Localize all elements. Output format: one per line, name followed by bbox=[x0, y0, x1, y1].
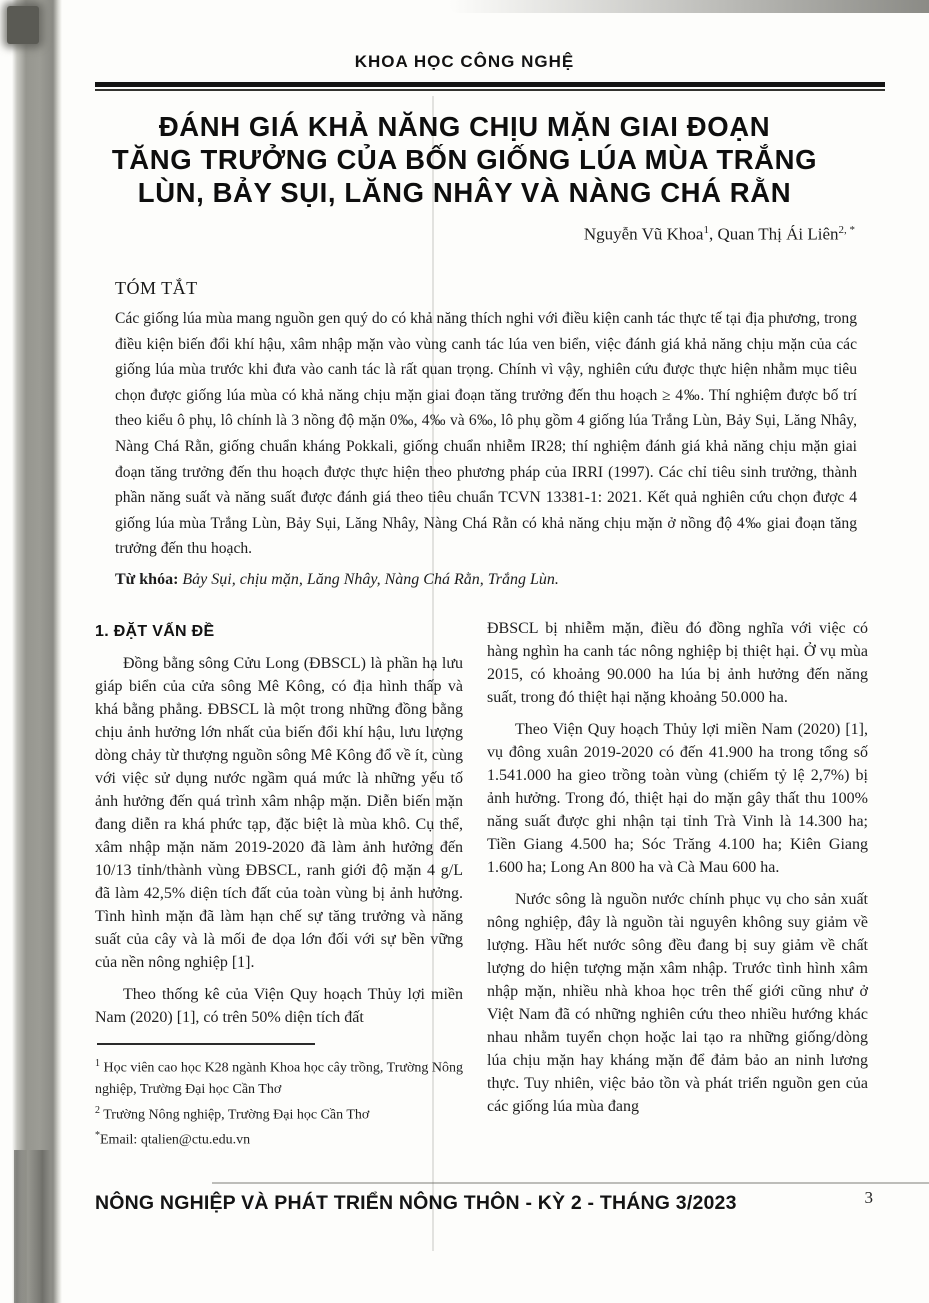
keywords-list: Bảy Sụi, chịu mặn, Lăng Nhây, Nàng Chá Rằn, Trắng Lùn. bbox=[182, 571, 559, 588]
paragraph-right-3: Nước sông là nguồn nước chính phục vụ cho sản xuất nông nghiệp, đây là nguồn tài nguyên không suy giảm về lượng. Hầu hết nước sông đều đang bị suy giảm về chất lượng do hiện tượng mặn xâm nhập. Trước tình hình xâm nhập mặn, nhiều nhà khoa học trên thế giới cũng như ở Việt Nam đã có những nghiên cứu theo nhiều hướng khác nhau nhằm tuyển chọn hoặc lai tạo ra những giống/dòng lúa chịu mặn hay kháng mặn để đảm bảo an ninh lương thực. Tuy nhiên, việc bảo tồn và phát triển nguồn gen của các giống lúa mùa đang bbox=[487, 891, 868, 1115]
article-title-line-3: LÙN, BẢY SỤI, LĂNG NHÂY VÀ NÀNG CHÁ RẰN bbox=[137, 177, 792, 208]
footnote-2 bbox=[95, 1100, 463, 1126]
page-number: 3 bbox=[864, 1188, 873, 1207]
article-title bbox=[58, 110, 871, 209]
scan-footer-line bbox=[212, 1182, 929, 1184]
paragraph-left-2: Theo thống kê của Viện Quy hoạch Thủy lợi miền Nam (2020) [1], có trên 50% diện tích đất bbox=[95, 986, 463, 1026]
author-2-affiliation-mark: 2, * bbox=[838, 224, 855, 236]
scan-binding-strip bbox=[12, 0, 62, 1303]
author-1-affiliation-mark: 1 bbox=[703, 224, 709, 236]
keywords-label: Từ khóa: bbox=[115, 571, 179, 588]
journal-section-label: KHOA HỌC CÔNG NGHỆ bbox=[354, 52, 575, 71]
scan-corner-patch bbox=[7, 6, 39, 44]
column-right bbox=[487, 617, 868, 1127]
footnote-email bbox=[95, 1125, 463, 1151]
scan-binding-shadow bbox=[14, 1150, 60, 1303]
footnote-2-text: Trường Nông nghiệp, Trường Đại học Cần Thơ bbox=[100, 1107, 370, 1123]
footnote-divider bbox=[97, 1043, 315, 1045]
footnote-1 bbox=[95, 1053, 463, 1100]
footnotes-block bbox=[95, 1053, 463, 1151]
paragraph-right-1: ĐBSCL bị nhiễm mặn, điều đó đồng nghĩa với việc có hàng nghìn ha canh tác nông nghiệp bị thiệt hại. Ở vụ mùa 2015, có khoảng 90.000 ha lúa bị ảnh hưởng đến năng suất, trong đó thiệt hại nặng khoảng 50.000 ha. bbox=[487, 620, 868, 706]
scan-top-shade bbox=[449, 0, 929, 13]
footnote-email-text: Email: qtalien@ctu.edu.vn bbox=[100, 1132, 251, 1148]
masthead-rule bbox=[95, 82, 885, 92]
abstract-heading: TÓM TẮT bbox=[115, 278, 198, 298]
section-heading-intro: 1. ĐẶT VẤN ĐỀ bbox=[95, 623, 215, 640]
authors-line bbox=[0, 224, 855, 245]
article-title-line-2: TĂNG TRƯỞNG CỦA BỐN GIỐNG LÚA MÙA TRẮNG bbox=[111, 144, 818, 175]
footnote-1-text: Học viên cao học K28 ngành Khoa học cây trồng, Trường Nông nghiệp, Trường Đại học Cần Thơ bbox=[95, 1060, 463, 1097]
abstract-body: Các giống lúa mùa mang nguồn gen quý do có khả năng thích nghi với điều kiện canh tác thực tế tại địa phương, trong điều kiện biến đổi khí hậu, xâm nhập mặn vào vùng canh tác lúa ven biển, việc đánh giá khả năng chịu mặn của các giống lúa mùa trước khi đưa vào canh tác là rất quan trọng. Chính vì vậy, nghiên cứu được thực hiện nhằm mục tiêu chọn được giống lúa mùa có khả năng chịu mặn giai đoạn tăng trưởng đến thu hoạch ≥ 4‰. Thí nghiệm được bố trí theo kiểu ô phụ, lô chính là 3 nồng độ mặn 0‰, 4‰ và 6‰, lô phụ gồm 4 giống lúa Trắng Lùn, Bảy Sụi, Lăng Nhây, Nàng Chá Rằn, giống chuẩn kháng Pokkali, giống chuẩn nhiễm IR28; thí nghiệm đánh giá khả năng chịu mặn giai đoạn tăng trưởng đến thu hoạch được thực hiện theo phương pháp của IRRI (1997). Các chỉ tiêu sinh trưởng, thành phần năng suất và năng suất được đánh giá theo tiêu chuẩn TCVN 13381-1: 2021. Kết quả nghiên cứu chọn được 4 giống lúa mùa Trắng Lùn, Bảy Sụi, Lăng Nhây, Nàng Chá Rằn có khả năng chịu mặn ở nồng độ 4‰ giai đoạn tăng trưởng đến thu hoạch. bbox=[115, 310, 857, 558]
article-title-line-1: ĐÁNH GIÁ KHẢ NĂNG CHỊU MẶN GIAI ĐOẠN bbox=[158, 111, 771, 142]
keywords-line bbox=[115, 571, 857, 589]
footnote-1-mark: 1 bbox=[95, 1058, 100, 1069]
author-2: Quan Thị Ái Liên bbox=[717, 224, 839, 244]
paragraph-left-1: Đồng bằng sông Cửu Long (ĐBSCL) là phần hạ lưu giáp biển của cửa sông Mê Kông, có địa hình thấp và khá bằng phẳng. ĐBSCL là một trong những đồng bằng chịu ảnh hưởng lớn nhất của biến đổi khí hậu, lưu lượng dòng chảy từ thượng nguồn sông Mê Kông đổ về ít, cùng với việc sử dụng nước ngầm quá mức là những yếu tố ảnh hưởng đến quá trình xâm nhập mặn. Diễn biến mặn đang diễn ra khá phức tạp, đặc biệt là mùa khô. Cụ thể, xâm nhập mặn năm 2019-2020 đã làm ảnh hưởng đến 10/13 tỉnh/thành vùng ĐBSCL, ranh giới độ mặn 4 g/L đã làm 42,5% diện tích đất của toàn vùng bị ảnh hưởng. Tình hình mặn đã làm hạn chế sự tăng trưởng và năng suất của cây và là mối đe dọa lớn đối với sự bền vững của nền nông nghiệp [1]. bbox=[95, 655, 463, 971]
author-1: Nguyễn Vũ Khoa bbox=[583, 224, 704, 244]
author-separator: , bbox=[708, 224, 718, 244]
column-left bbox=[95, 620, 463, 1151]
footer-journal-title: NÔNG NGHIỆP VÀ PHÁT TRIỂN NÔNG THÔN - KỲ 2 - THÁNG 3/2023 bbox=[95, 1192, 737, 1214]
paragraph-right-2: Theo Viện Quy hoạch Thủy lợi miền Nam (2020) [1], vụ đông xuân 2019-2020 có đến 41.900 ha trong tổng số 1.541.000 ha gieo trồng toàn vùng (chiếm tỷ lệ 2,7%) bị ảnh hưởng. Trong đó, thiệt hại do mặn gây thất thu 100% năng suất được ghi nhận tại tỉnh Trà Vinh là 14.300 ha; Tiền Giang 4.500 ha; Sóc Trăng 4.100 ha; Kiên Giang 1.600 ha; Long An 800 ha và Cà Mau 600 ha. bbox=[487, 721, 868, 876]
footnote-email-mark: * bbox=[95, 1130, 100, 1142]
footnote-2-mark: 2 bbox=[95, 1104, 100, 1116]
